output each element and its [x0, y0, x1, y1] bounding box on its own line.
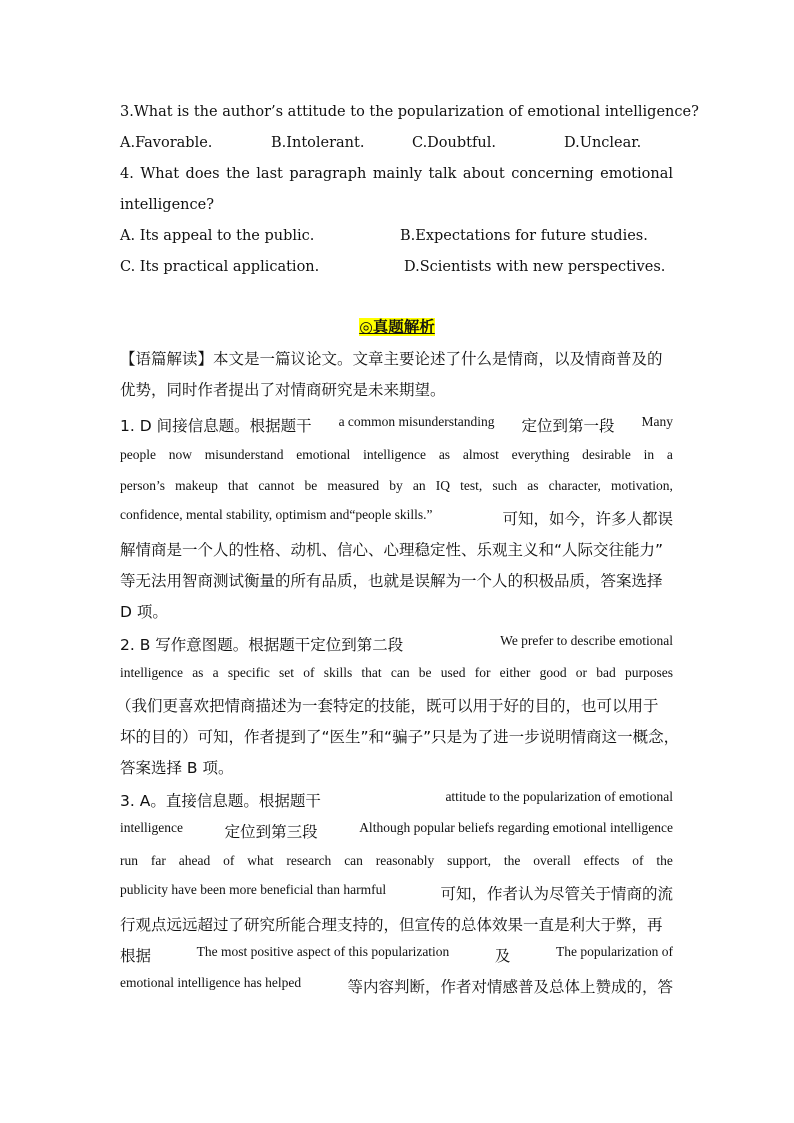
- q3-option-a: A.Favorable.: [120, 135, 213, 151]
- answer-2-line3: （我们更喜欢把情商描述为一套特定的技能，既可以用于好的目的，也可以用于: [116, 697, 659, 715]
- answer-1-line5: 解情商是一个人的性格、动机、信心、心理稳定性、乐观主义和“人际交往能力”: [120, 541, 664, 559]
- q3-option-d: D.Unclear.: [564, 135, 642, 151]
- answer-3-line5: 行观点远远超过了研究所能合理支持的，但宣传的总体效果一直是利大于弊，再: [120, 916, 663, 934]
- question-4-stem-line1: 4. What does the last paragraph mainly talk about concerning emotional: [120, 166, 673, 182]
- answer-1-line7: D 项。: [120, 603, 168, 621]
- q4-option-c: C. Its practical application.: [120, 259, 320, 275]
- answer-2-line4: 坏的目的）可知，作者提到了“医生”和“骗子”只是为了进一步说明情商这一概念，: [120, 728, 680, 746]
- answer-1-line1: 1. D 间接信息题。根据题干 a common misunderstanding 定位到第一段 Many: [120, 414, 673, 435]
- answer-2-line5: 答案选择 B 项。: [120, 759, 234, 777]
- answer-3-line2: intelligence 定位到第三段 Although popular beliefs regarding emotional intelligence: [120, 820, 673, 841]
- answer-3-line1: 3. A。直接信息题。根据题干 attitude to the popularization of emotional: [120, 789, 673, 810]
- answer-1-line6: 等无法用智商测试衡量的所有品质，也就是误解为一个人的积极品质，答案选择: [120, 572, 663, 590]
- analysis-intro-line1: 【语篇解读】本文是一篇议论文。文章主要论述了什么是情商，以及情商普及的: [120, 350, 663, 368]
- q4-option-d: D.Scientists with new perspectives.: [404, 259, 666, 275]
- question-4-stem-line2: intelligence?: [120, 197, 214, 213]
- answer-3-line4: publicity have been more beneficial than harmful 可知，作者认为尽管关于情商的流: [120, 882, 673, 903]
- answer-1-line2: people now misunderstand emotional intelligence as almost everything desirable in a: [120, 447, 673, 462]
- answer-2-line1: 2. B 写作意图题。根据题干定位到第二段 We prefer to describe emotional: [120, 633, 673, 654]
- q4-option-a: A. Its appeal to the public.: [120, 228, 315, 244]
- answer-3-line3: run far ahead of what research can reasonably support, the overall effects of the: [120, 853, 673, 868]
- q3-option-b: B.Intolerant.: [271, 135, 365, 151]
- q3-option-c: C.Doubtful.: [412, 135, 496, 151]
- answer-3-line7: emotional intelligence has helped 等内容判断，作者对情感普及总体上赞成的，答: [120, 975, 673, 996]
- q4-option-b: B.Expectations for future studies.: [400, 228, 648, 244]
- answer-1-line4: confidence, mental stability, optimism and“people skills.” 可知，如今，许多人都误: [120, 507, 673, 528]
- section-title: ◎真题解析: [359, 318, 435, 336]
- question-3-stem: 3.What is the author’s attitude to the popularization of emotional intelligence?: [120, 104, 699, 120]
- analysis-intro-line2: 优势，同时作者提出了对情商研究是未来期望。: [120, 381, 446, 399]
- answer-1-line3: person’s makeup that cannot be measured by an IQ test, such as character, motivation,: [120, 478, 673, 493]
- answer-3-line6: 根据 The most positive aspect of this popularization 及 The popularization of: [120, 944, 673, 965]
- answer-2-line2: intelligence as a specific set of skills that can be used for either good or bad purposes: [120, 665, 673, 680]
